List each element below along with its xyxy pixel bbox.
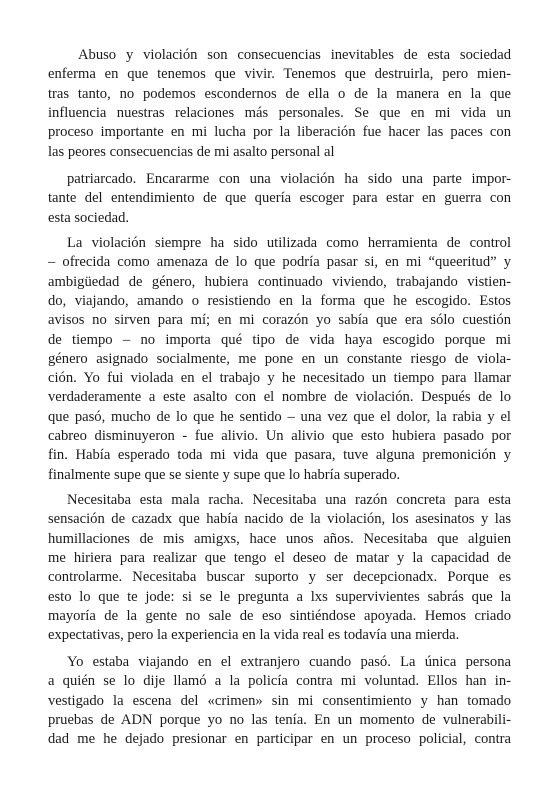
text-line: género asignado socialmente, me pone en un constante riesgo de viola- — [48, 350, 511, 367]
text-line: patriarcado. Encararme con una violación ha sido una parte impor- — [67, 171, 511, 187]
text-line: Yo estaba viajando en el extranjero cuando pasó. La única persona — [67, 654, 511, 670]
text-line: me hiriera para realizar que tengo el deseo de matar y la capacidad de — [48, 549, 511, 566]
text-line: las peores consecuencias de mi asalto personal al — [48, 143, 335, 160]
text-line: cabreo disminuyeron - fue alivio. Un alivio que esto hubiera pasado por — [48, 428, 511, 444]
text-line: tante del entendimiento de que quería escoger para estar en guerra con — [48, 190, 511, 207]
text-line: Abuso y violación son consecuencias inevitables de esta sociedad — [78, 47, 511, 63]
text-line: do, viajando, amando o resistiendo en la forma que he escogido. Estos — [48, 292, 511, 309]
text-line: avisos no sirven para mí; en mi corazón yo sabía que era sólo cuestión — [48, 312, 511, 329]
text-line: ambigüedad de género, hubiera continuado viviendo, trabajando vistien- — [48, 273, 511, 290]
text-line: que pasó, mucho de lo que he sentido – una vez que el dolor, la rabia y el — [48, 408, 511, 425]
text-line: sensación de cazadx que había nacido de la violación, los asesinatos y las — [48, 511, 511, 528]
text-line: controlarme. Necesitaba buscar suporto y ser decepcionadx. Porque es — [48, 569, 511, 586]
text-line: tras tanto, no podemos escondernos de ella o de la manera en la que — [48, 85, 511, 102]
text-line: pruebas de ADN porque yo no las tenía. En un momento de vulnerabili- — [48, 711, 511, 728]
text-line: de tiempo – no importa qué tipo de vida haya escogido porque mi — [48, 331, 511, 348]
text-line: dad me he dejado presionar en participar en un proceso policial, contra — [48, 731, 511, 748]
text-line: enferma en que tenemos que vivir. Tenemos que destruirla, pero mien- — [48, 66, 511, 83]
text-line: a quién se lo dije llamó a la policía contra mi voluntad. Ellos han in- — [48, 673, 511, 690]
text-line: ción. Yo fui violada en el trabajo y he necesitado un tiempo para llamar — [48, 370, 511, 387]
text-line: influencia nuestras relaciones más personales. Se que en mi vida un — [48, 104, 511, 121]
text-line: – ofrecida como amenaza de lo que podría pasar si, en mi “queeritud” y — [48, 254, 511, 271]
text-line: proceso importante en mi lucha por la liberación fue hacer las paces con — [48, 124, 511, 141]
text-line: fin. Había esperado toda mi vida que pasara, tuve alguna premonición y — [48, 447, 511, 464]
text-line: Necesitaba esta mala racha. Necesitaba una razón concreta para esta — [67, 492, 511, 508]
text-line: esta sociedad. — [48, 209, 130, 226]
text-line: La violación siempre ha sido utilizada como herramienta de control — [67, 235, 511, 251]
text-line: humillaciones de mis amigxs, hace unos años. Necesitaba que alguien — [48, 530, 511, 547]
text-line: vestigado la escena del «crimen» sin mi consentimiento y han tomado — [48, 692, 511, 709]
text-line: expectativas, pero la experiencia en la vida real es todavía una mierda. — [48, 627, 460, 644]
text-line: finalmente supe que se siente y supe que lo habría superado. — [48, 466, 401, 483]
text-line: esto lo que te jode: si se le pregunta a lxs supervivientes sabrás que la — [48, 588, 511, 605]
text-line: mayoría de la gente no sale de eso sintiéndose apoyada. Hemos criado — [48, 607, 511, 624]
text-line: verdaderamente a este asalto con el nombre de violación. Después de lo — [48, 389, 511, 406]
